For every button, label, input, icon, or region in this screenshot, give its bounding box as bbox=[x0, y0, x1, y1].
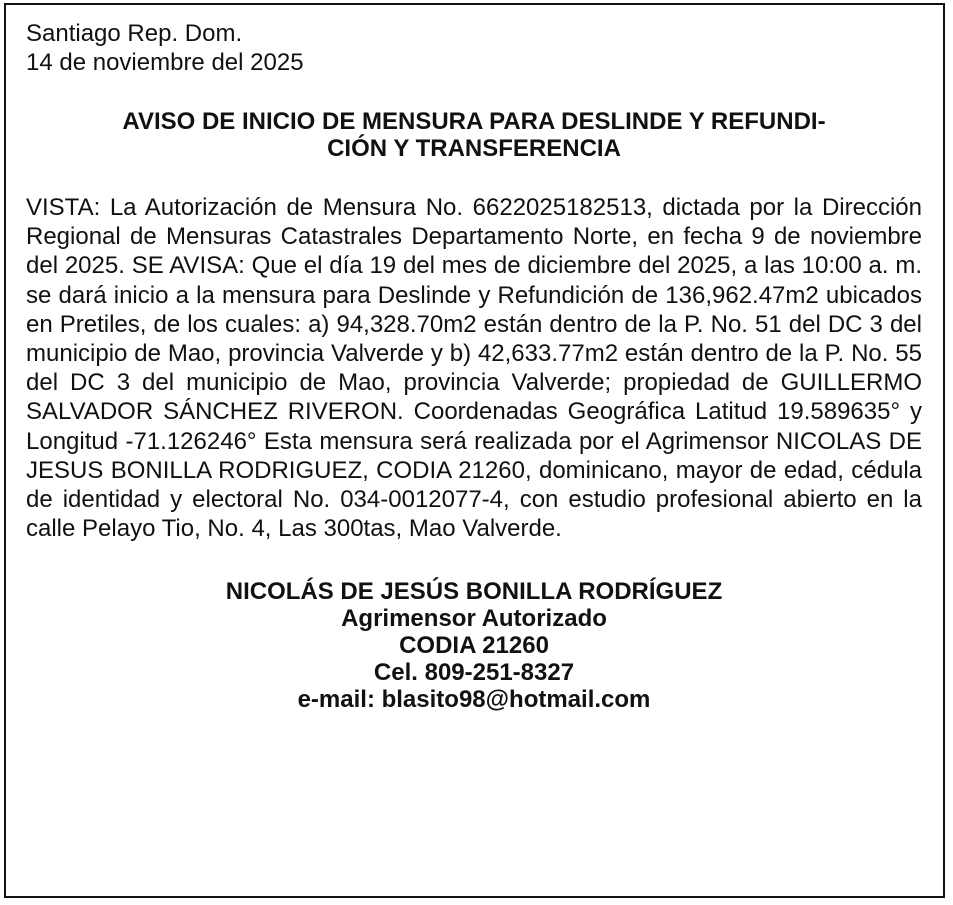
notice-body: VISTA: La Autorización de Mensura No. 6622025182513, dictada por la Dirección Regional de Mensuras Catastrales Departamento Norte, en fecha 9 de noviembre del 2025. SE AVISA: Que el día 19 del mes de diciembre del 2025, a las 10:00 a. m. se dará inicio a la mensura para Deslinde y Refundición de 136,962.47m2 ubicados en Pretiles, de los cuales: a) 94,328.70m2 están dentro de la P. No. 51 del DC 3 del municipio de Mao, provincia Valverde y b) 42,633.77m2 están dentro de la P. No. 55 del DC 3 del municipio de Mao, provincia Valverde; propiedad de GUILLERMO SALVADOR SÁNCHEZ RIVERON. Coordenadas Geográfica Latitud 19.589635° y Longitud -71.126246° Esta mensura será realizada por el Agrimensor NICOLAS DE JESUS BONILLA RODRIGUEZ, CODIA 21260, dominicano, mayor de edad, cédula de identidad y electoral No. 034-0012077-4, con estudio profesional abierto en la calle Pelayo Tio, No. 4, Las 300tas, Mao Valverde. bbox=[26, 194, 922, 543]
signature-block bbox=[26, 578, 922, 713]
notice-title-line-1: AVISO DE INICIO DE MENSURA PARA DESLINDE Y REFUNDI- bbox=[122, 108, 826, 135]
signature-email: e-mail: blasito98@hotmail.com bbox=[297, 686, 651, 714]
date-line: 14 de noviembre del 2025 bbox=[26, 49, 304, 76]
notice-title-line-2: CIÓN Y TRANSFERENCIA bbox=[327, 135, 621, 162]
signature-name: NICOLÁS DE JESÚS BONILLA RODRÍGUEZ bbox=[225, 578, 723, 606]
signature-phone: Cel. 809-251-8327 bbox=[373, 659, 575, 687]
notice-content bbox=[26, 19, 922, 713]
signature-role: Agrimensor Autorizado bbox=[341, 605, 607, 633]
signature-codia: CODIA 21260 bbox=[399, 632, 549, 660]
location-line: Santiago Rep. Dom. bbox=[26, 20, 243, 47]
notice-title bbox=[26, 108, 922, 162]
